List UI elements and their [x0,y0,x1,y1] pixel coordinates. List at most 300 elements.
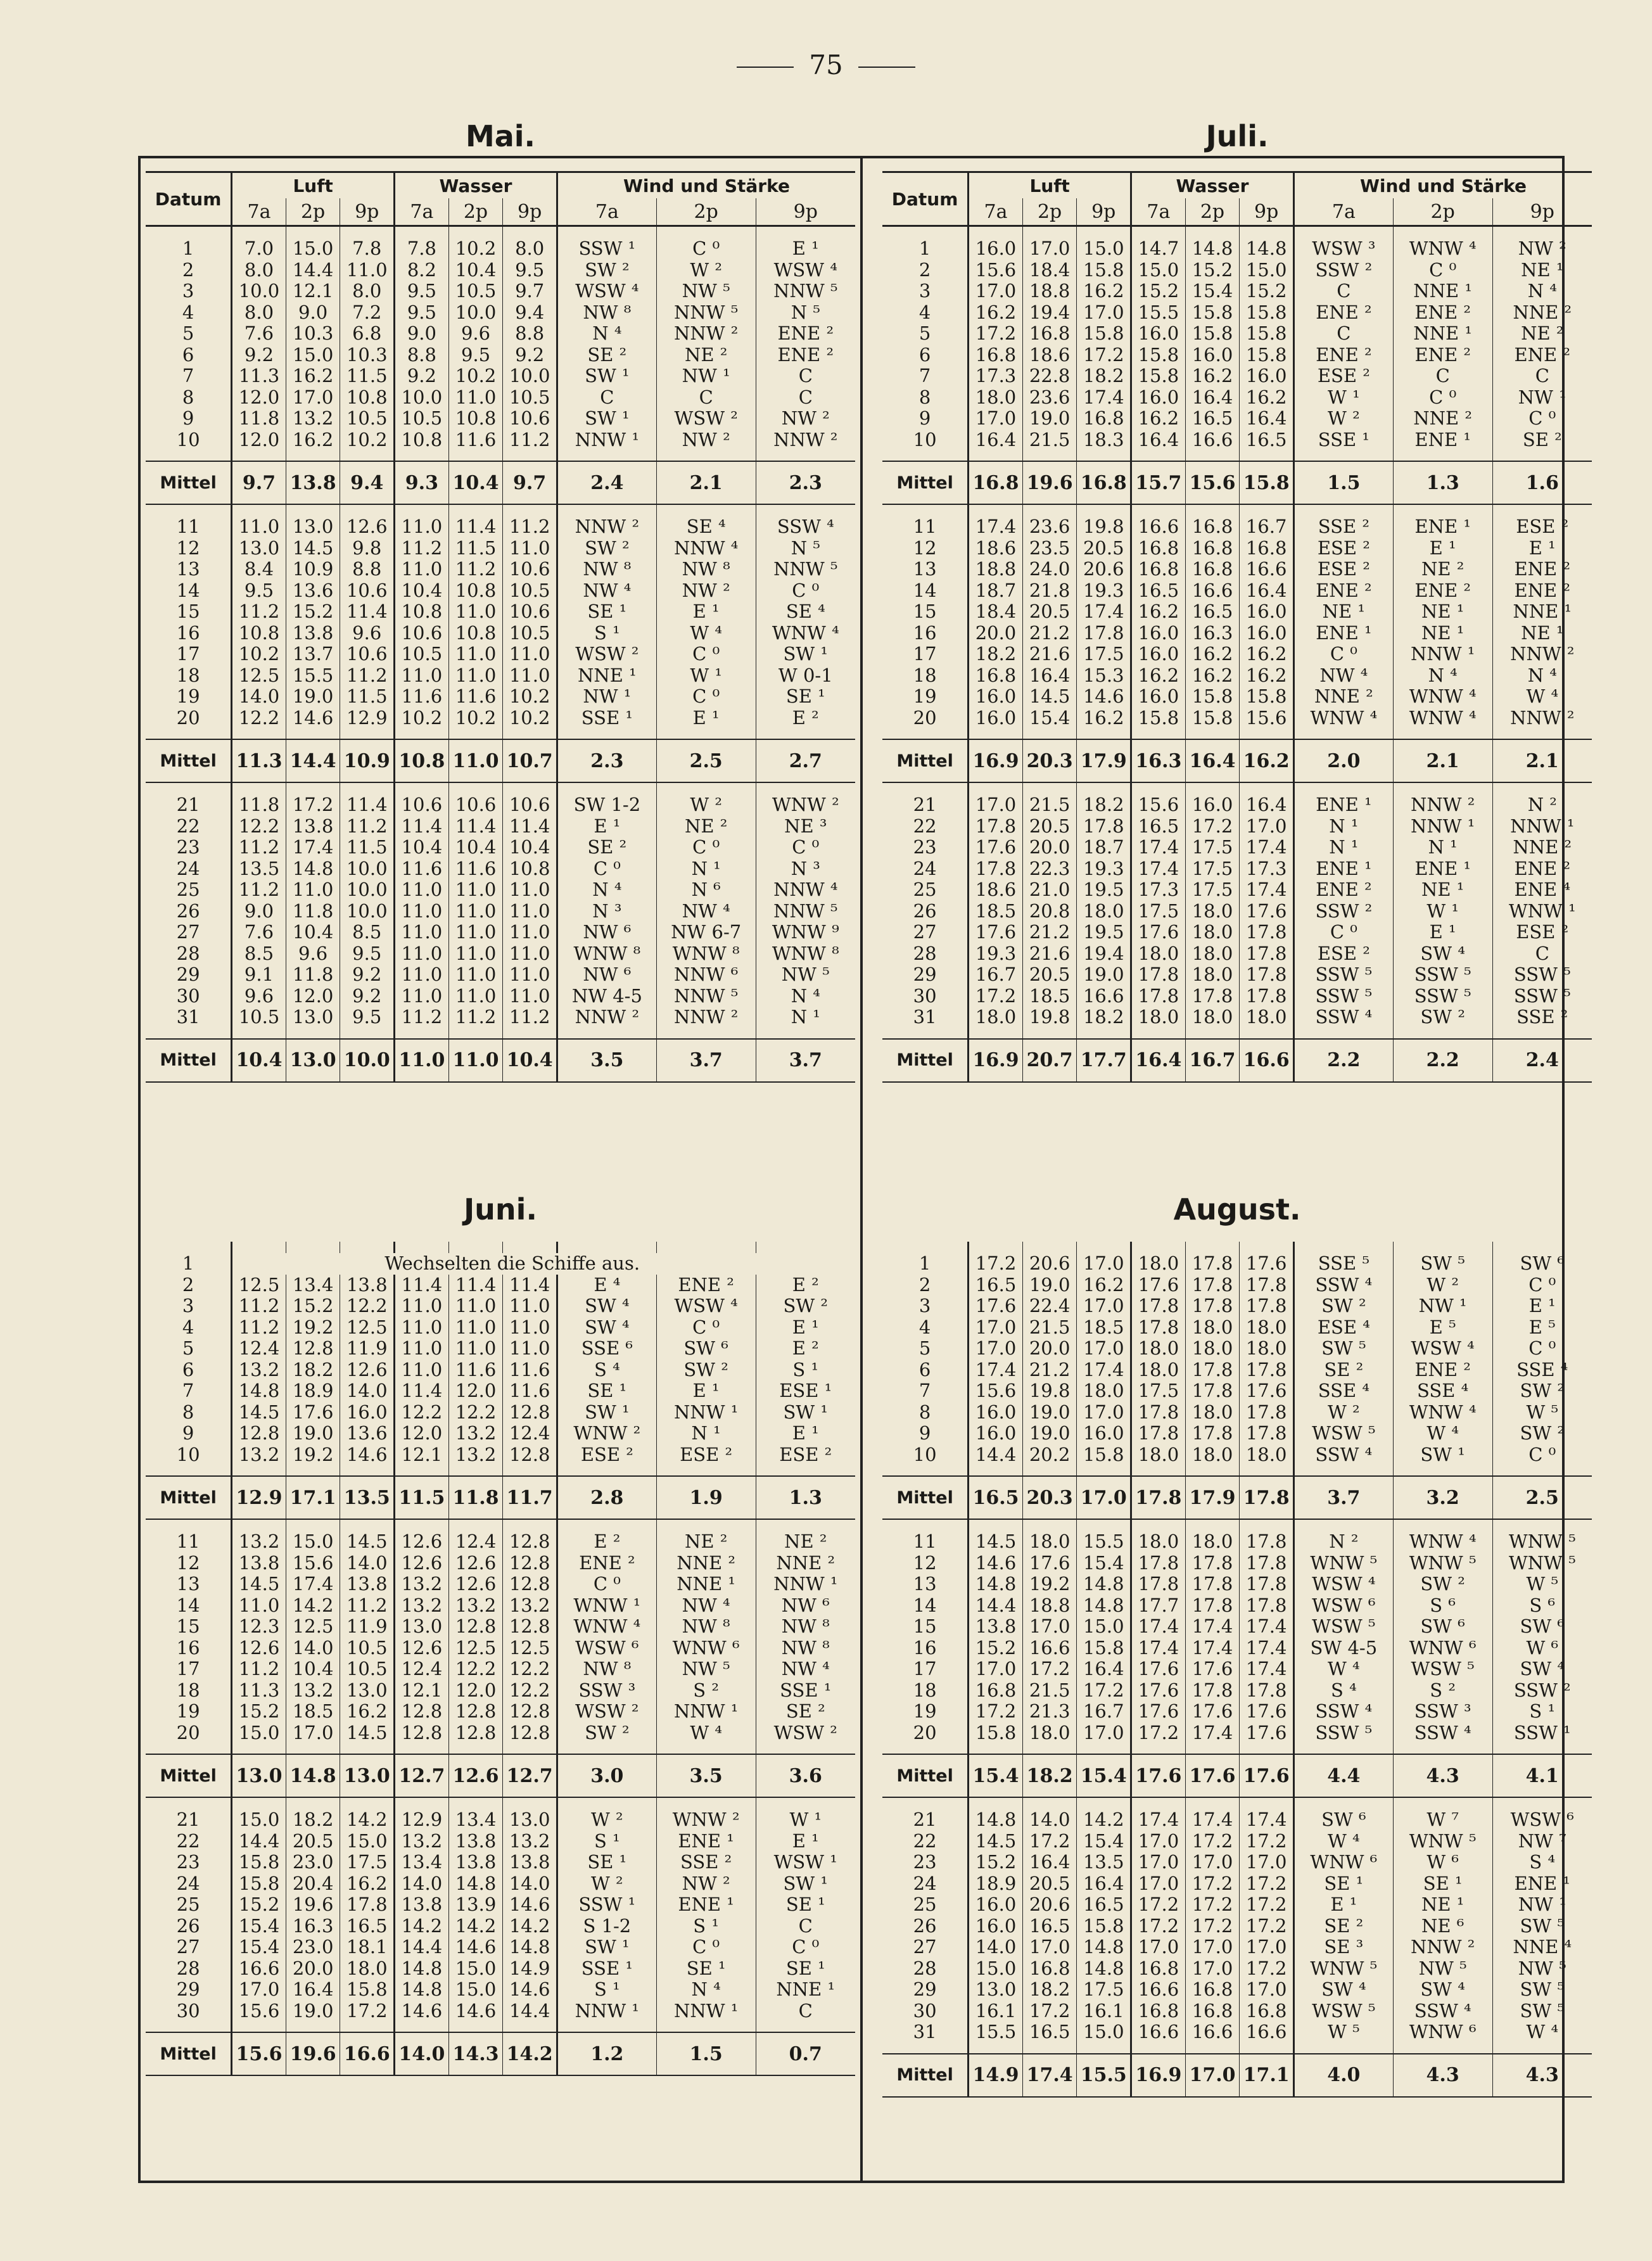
cell: 11.0 [503,986,557,1007]
cell: 12.5 [340,1317,395,1339]
cell: ESE ² [656,1444,756,1466]
cell: NNW ² [557,1007,656,1028]
cell: N ⁴ [557,879,656,901]
cell: 13.8 [286,816,340,838]
cell: 11.0 [395,516,449,538]
table-row [146,1402,855,1423]
cell: 1 [182,238,194,260]
table-mai [146,171,855,1083]
cell: 16.4 [969,430,1023,451]
cell: WSW ⁴ [1393,1338,1492,1360]
cell: SW ¹ [756,644,855,665]
cell: WNW ⁵ [1492,1553,1592,1574]
cell: 22.8 [1022,366,1077,387]
cell: ENE ² [1492,858,1592,880]
mittel-value: 12.7 [395,1754,449,1797]
cell: 18.0 [1185,1007,1240,1028]
cell: 10.6 [340,644,395,665]
cell: 16.5 [1185,601,1240,623]
cell: 18.0 [1185,1444,1240,1466]
cell: 17.6 [1131,1275,1186,1296]
cell: C ⁰ [1293,644,1393,665]
cell: C ⁰ [656,837,756,858]
cell: 29 [176,964,200,986]
cell: 17.0 [1077,1338,1131,1360]
mittel-value: 16.8 [1077,461,1131,504]
cell: 14.4 [969,1444,1023,1466]
cell: NNW ⁴ [756,879,855,901]
cell: 17.6 [969,922,1023,943]
cell: SE ¹ [557,601,656,623]
mittel-value: 1.2 [557,2032,656,2075]
cell: 20 [176,1722,200,1743]
cell: 9.5 [395,302,449,324]
cell: 16.0 [1131,644,1186,665]
cell: SE ² [1492,430,1592,451]
cell: W ⁴ [1393,1423,1492,1444]
cell: C [756,387,855,409]
cell: 9.6 [286,943,340,965]
cell: 16.2 [1240,665,1294,687]
table-row [146,238,855,260]
cell: 11.0 [503,1296,557,1317]
mittel-value: 17.1 [1240,2054,1294,2097]
cell: 15.2 [969,1638,1023,1659]
cell: 15.4 [232,1937,286,1958]
cell: 17.0 [1240,1852,1294,1873]
cell: W ⁴ [656,623,756,644]
table-row [146,1723,855,1744]
cell: 25 [913,1894,937,1916]
mittel-value: 15.8 [1240,461,1294,504]
cell: 11 [176,1531,200,1553]
cell: 16.8 [1131,538,1186,559]
cell: WSW ⁵ [1293,1423,1393,1444]
cell: WSW ⁵ [1293,1616,1393,1638]
cell: NNE ² [656,1553,756,1574]
cell: 12.8 [448,1701,503,1723]
cell: 7.8 [395,238,449,260]
cell: 18.3 [1077,430,1131,451]
cell: E ¹ [756,1317,855,1339]
cell: S ⁴ [557,1360,656,1381]
cell: 11.6 [448,858,503,880]
mittel-value: 2.5 [656,739,756,782]
cell: 16.1 [1077,2001,1131,2022]
cell: 19.0 [1022,1275,1077,1296]
cell: 15.2 [232,1894,286,1916]
cell: 17.4 [1185,1616,1240,1638]
cell: 8.8 [503,323,557,345]
table-row [146,366,855,387]
cell: SW ² [1492,1423,1592,1444]
cell: 12 [176,537,200,559]
cell: 10.6 [503,794,557,816]
cell: 16.8 [1077,408,1131,430]
cell: 17.4 [1240,1616,1294,1638]
cell: 21 [913,794,937,816]
cell: 20.5 [1022,1873,1077,1895]
cell: 11.0 [286,879,340,901]
table-row [882,1444,1592,1466]
cell: SSW ² [1293,260,1393,281]
table-row [882,1638,1592,1659]
cell: 16.2 [1077,708,1131,729]
table-row [146,1595,855,1617]
cell: 11.2 [448,559,503,580]
cell: SSW ⁴ [1293,1701,1393,1723]
cell: 15.6 [969,1380,1023,1402]
cell: 12.5 [232,665,286,687]
cell: SW ² [756,1296,855,1317]
table-row [882,1873,1592,1895]
mittel-value: 9.7 [232,461,286,504]
cell: 16.6 [1077,986,1131,1007]
cell: N ⁴ [656,1979,756,2001]
header-wasser: Wasser [395,172,557,199]
cell: 17.8 [1185,1380,1240,1402]
cell: 19 [176,686,200,708]
mittel-value: 3.7 [1293,1476,1393,1519]
cell: 16.0 [969,1423,1023,1444]
cell: SSW ¹ [557,238,656,260]
cell: NNW ² [1492,644,1592,665]
cell: 9.0 [286,302,340,324]
month-table [882,1242,1592,2098]
cell: ESE ² [1293,538,1393,559]
cell: 17.2 [1077,345,1131,366]
cell: 17.4 [1240,1809,1294,1831]
cell: 11.4 [503,1275,557,1296]
cell: 16.6 [1131,2022,1186,2043]
cell: E ¹ [1293,1894,1393,1916]
mittel-value: 13.5 [340,1476,395,1519]
table-row [146,986,855,1007]
table-row [882,901,1592,922]
cell: 14.0 [1022,1809,1077,1831]
header-time: 7a [232,198,286,226]
table-row [882,879,1592,901]
cell: 17.0 [1022,1937,1077,1958]
cell: W ⁴ [656,1723,756,1744]
cell: 11.9 [340,1616,395,1638]
table-row [146,901,855,922]
cell: 17.8 [1131,1574,1186,1595]
cell: 21.2 [1022,623,1077,644]
cell: 17.8 [1240,964,1294,986]
mittel-value: 4.0 [1293,2054,1393,2097]
cell: W ⁴ [1293,1831,1393,1852]
cell: 11.4 [340,794,395,816]
mittel-value: 13.0 [286,1039,340,1082]
header-time: 2p [448,198,503,226]
table-row [146,1894,855,1916]
cell: 15.6 [969,260,1023,281]
cell: 13.8 [503,1852,557,1873]
cell: 15.4 [1022,708,1077,729]
cell: 22.4 [1022,1296,1077,1317]
table-row [146,1616,855,1638]
cell: WSW ¹ [756,1852,855,1873]
cell: 17.8 [1240,1574,1294,1595]
cell: NW ⁴ [557,580,656,602]
cell: 17.2 [1185,816,1240,838]
cell: 10.8 [448,408,503,430]
mittel-value: 11.5 [395,1476,449,1519]
cell: ENE ⁴ [1492,879,1592,901]
cell: 10.4 [448,260,503,281]
cell: 11.0 [448,964,503,986]
cell: SW ⁴ [557,1317,656,1339]
cell: 13.2 [503,1831,557,1852]
cell: 19.0 [1022,1423,1077,1444]
cell: 10.2 [503,708,557,729]
cell: ENE ² [1393,580,1492,602]
cell: 24.0 [1022,559,1077,580]
cell: 17.4 [1185,1723,1240,1744]
cell: 14.6 [395,2001,449,2022]
cell: 17.0 [1185,1937,1240,1958]
cell: 13.5 [232,858,286,880]
cell: 11.4 [503,816,557,838]
cell: 19.0 [1022,1402,1077,1423]
cell: 17.8 [1185,986,1240,1007]
cell: 17.4 [1077,387,1131,409]
cell: 15.4 [1077,1831,1131,1852]
cell: 10.4 [286,1659,340,1680]
cell: N ⁶ [656,879,756,901]
cell: SSE ¹ [557,1958,656,1980]
cell: 17.0 [969,1317,1023,1339]
cell: 21 [176,1809,200,1831]
cell: 14.5 [1022,686,1077,708]
cell: SW ² [1293,1296,1393,1317]
cell: SSW ⁴ [1393,1723,1492,1744]
table-row [882,1723,1592,1744]
table-row [882,1616,1592,1638]
cell: 14.0 [286,1638,340,1659]
cell: 11.0 [395,1338,449,1360]
cell: W ¹ [1293,387,1393,409]
cell: 13.0 [503,1809,557,1831]
table-row [146,1873,855,1895]
cell: 17.8 [1131,1423,1186,1444]
cell: E ¹ [656,1380,756,1402]
mittel-value: 16.9 [969,1039,1023,1082]
cell: 22 [913,1830,937,1852]
page-number: 75 [0,49,1652,80]
cell: 11.0 [448,387,503,409]
cell: 17.0 [1077,1723,1131,1744]
cell: 18.7 [1077,837,1131,858]
cell: 21.8 [1022,580,1077,602]
cell: NNW ¹ [557,2001,656,2022]
cell: 9.2 [340,986,395,1007]
mittel-value: 11.0 [395,1039,449,1082]
cell: 13.4 [448,1809,503,1831]
cell: 16.8 [1185,1979,1240,2001]
cell: WSW ⁶ [1492,1809,1592,1831]
cell: 18.0 [1131,1253,1186,1275]
cell: 17.6 [969,1296,1023,1317]
cell: NW ² [656,1873,756,1895]
cell: 13.8 [395,1894,449,1916]
cell: 10.5 [340,408,395,430]
cell: WSW ⁶ [557,1638,656,1659]
mittel-value: 10.4 [503,1039,557,1082]
table-row [146,387,855,409]
mittel-value: 11.7 [503,1476,557,1519]
cell: 16.6 [1131,1979,1186,2001]
cell: 17.6 [1240,1701,1294,1723]
cell: 12.8 [503,1616,557,1638]
cell: 21.5 [1022,1680,1077,1702]
cell: 15.8 [1240,323,1294,345]
cell: 4 [182,302,194,323]
cell: 11.0 [448,1338,503,1360]
cell: 12.8 [395,1701,449,1723]
cell: 12.8 [503,1444,557,1466]
cell: 13 [176,559,200,580]
cell: 12 [176,1552,200,1574]
cell: 16.8 [1022,323,1077,345]
mittel-label: Mittel [882,739,969,782]
cell: 16.2 [1240,644,1294,665]
cell: 11.0 [395,1360,449,1381]
cell: 10.6 [340,580,395,602]
cell: 13.2 [232,1531,286,1553]
cell: 24 [913,858,937,879]
cell: C [756,1916,855,1937]
cell: E ¹ [1393,538,1492,559]
cell: 12.8 [503,1701,557,1723]
mittel-value: 16.6 [340,2032,395,2075]
cell: 10.6 [503,408,557,430]
cell: 12.4 [448,1531,503,1553]
table-row [146,879,855,901]
cell: 16 [176,1637,200,1659]
cell: 16.0 [1131,387,1186,409]
cell: 18.0 [1077,1380,1131,1402]
cell: 11.0 [448,601,503,623]
cell: 17.0 [1022,238,1077,260]
cell: 12.2 [503,1680,557,1702]
cell: 17.2 [1185,1873,1240,1895]
cell: SW ² [1492,1380,1592,1402]
cell: 11.2 [340,816,395,838]
cell: ENE ¹ [1393,516,1492,538]
header-time: 9p [340,198,395,226]
cell: SSE ⁴ [1293,1380,1393,1402]
table-row [882,623,1592,644]
cell: 11.2 [340,665,395,687]
mittel-row [882,2054,1592,2097]
cell: 2 [918,1274,931,1296]
cell: ENE ² [1293,345,1393,366]
cell: 15.0 [1131,260,1186,281]
cell: 18.8 [1022,1595,1077,1617]
cell: 11.2 [448,1007,503,1028]
cell: SE ³ [1293,1937,1393,1958]
cell: 17.6 [1131,922,1186,943]
cell: 14.6 [503,1894,557,1916]
cell: 14.8 [232,1380,286,1402]
cell: SSE ² [1293,516,1393,538]
table-row [882,2001,1592,2022]
cell: 9.2 [503,345,557,366]
cell: SE ¹ [557,1852,656,1873]
cell: 18.8 [969,559,1023,580]
cell: 17.8 [1240,1275,1294,1296]
cell: 19.0 [1022,408,1077,430]
cell: 13.0 [286,516,340,538]
cell: 29 [913,1979,937,2001]
cell: SSW ⁵ [1293,986,1393,1007]
cell: E ¹ [756,238,855,260]
cell: ENE ² [1492,580,1592,602]
cell: SW ⁶ [1393,1616,1492,1638]
cell: 15 [913,601,937,623]
cell: 16.3 [286,1916,340,1937]
table-row [882,1937,1592,1958]
cell: 15.6 [232,2001,286,2022]
mittel-value: 17.8 [1131,1476,1186,1519]
cell: 11.2 [232,1296,286,1317]
mittel-value: 13.0 [340,1754,395,1797]
cell: 15.8 [1240,345,1294,366]
cell: 10.0 [503,366,557,387]
cell: 11.9 [340,1338,395,1360]
cell: 18.0 [1185,964,1240,986]
cell: 12.0 [232,387,286,409]
cell: NNW ⁵ [656,302,756,324]
cell: E ⁴ [557,1275,656,1296]
cell: 17 [913,1659,937,1680]
mittel-label: Mittel [882,1754,969,1797]
cell: 12.1 [395,1444,449,1466]
cell: 17.2 [1022,2001,1077,2022]
cell: WSW ⁴ [656,1296,756,1317]
cell: WNW ⁴ [1393,1531,1492,1553]
cell: 10 [913,429,937,450]
cell: 16.8 [1185,516,1240,538]
mittel-value: 1.3 [756,1476,855,1519]
cell: 16.2 [286,366,340,387]
mittel-value: 2.2 [1293,1039,1393,1082]
table-row [882,708,1592,729]
cell: 18.0 [969,1007,1023,1028]
table-row [146,538,855,559]
cell: 15.2 [969,1852,1023,1873]
cell: 12.0 [286,986,340,1007]
cell: 16.8 [1131,559,1186,580]
mittel-value: 15.7 [1131,461,1186,504]
table-row [146,1958,855,1980]
cell: 17.6 [1240,1380,1294,1402]
cell: NE ¹ [1393,601,1492,623]
cell: 20.0 [969,623,1023,644]
cell: 16.0 [1131,686,1186,708]
cell: S ² [656,1680,756,1702]
cell-day: 1 [182,1253,194,1275]
cell: SE ¹ [1393,1873,1492,1895]
cell: 25 [176,879,200,901]
cell: 16.2 [969,302,1023,324]
mittel-value: 2.4 [557,461,656,504]
cell: 6 [918,1359,931,1380]
cell: ENE ¹ [1393,430,1492,451]
cell: NE ² [1393,559,1492,580]
